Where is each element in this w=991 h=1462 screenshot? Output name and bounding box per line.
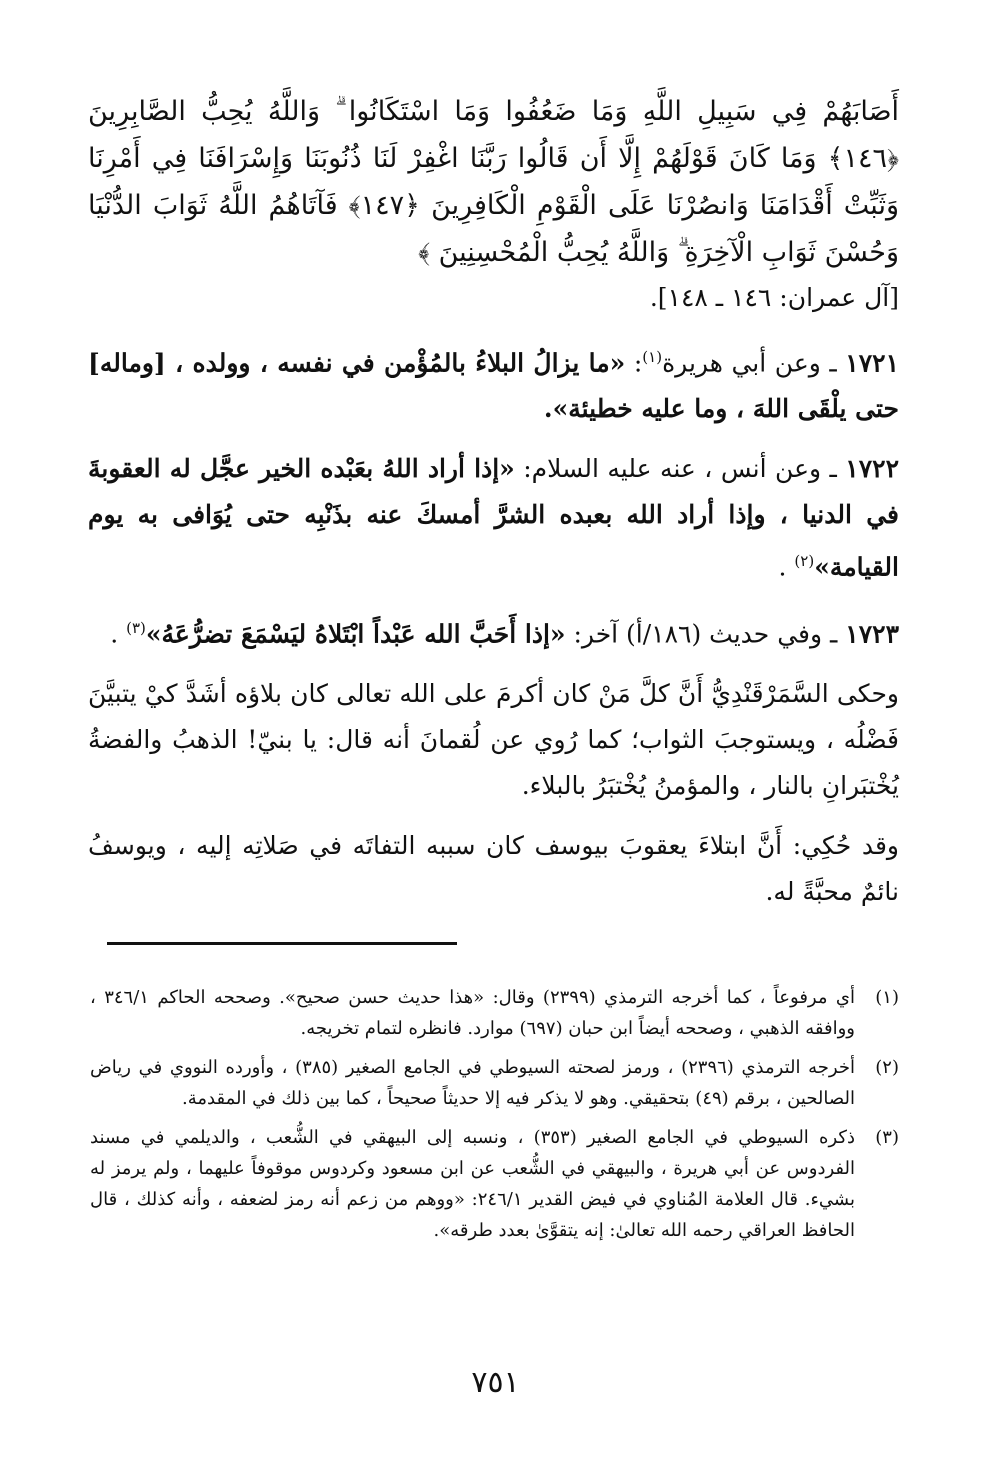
footnote-3 [90, 1122, 899, 1246]
footnote-ref[interactable]: (١) [642, 348, 663, 366]
hadith-text: «إذا أراد اللهُ بعَبْده الخير عجَّل له العقوبةَ في الدنيا ، وإذا أراد الله بعبده الشرَّ أمسكَ عنه بذَنْبِه حتى يُوَافى به يوم القيامة» [88, 454, 899, 582]
page-number: ٧٥١ [471, 1365, 520, 1400]
hadith-text: «إذا أَحَبَّ الله عَبْداً ابْتَلاهُ ليَسْمَعَ تضرُّعَهُ» [145, 618, 566, 648]
hadith-intro: ـ وفي حديث (١٨٦/أ) آخر: [565, 618, 846, 648]
footnote-ref[interactable]: (٢) [794, 552, 815, 571]
prose-paragraph: وقد حُكِي: أَنَّ ابتلاءَ يعقوبَ بيوسف كان سببه التفاتَه في صَلاتِه إليه ، ويوسفُ نائمٌ محبَّةً له. [88, 830, 899, 906]
footnote-divider [107, 942, 457, 945]
quran-reference: [آل عمران: ١٤٦ ـ ١٤٨]. [649, 283, 899, 312]
page-body [88, 88, 899, 915]
hadith-intro: ـ وعن أنس ، عنه عليه السلام: [514, 454, 846, 484]
footnote-text: ذكره السيوطي في الجامع الصغير (٣٥٣) ، ونسبه إلى البيهقي في الشُّعب ، والديلمي في مسند الفردوس عن أبي هريرة ، والبيهقي في الشُّعب عن ابن مسعود وكردوس موقوفاً عليهما ، ولم يرمز له بشيء. قال العلامة المُناوي في فيض القدير ٢٤٦/١: «ووهم من زعم أنه رمز لضعفه ، وأنه كذلك ، قال الحافظ العراقي رحمه الله تعالىٰ: إنه يتقوَّىٰ بعدد طرقه». [90, 1127, 855, 1241]
hadith-1722 [88, 446, 899, 590]
hadith-separator: : [625, 348, 643, 378]
hadith-intro: ـ وعن أبي هريرة [662, 348, 846, 378]
hadith-number: ١٧٢٢ [845, 454, 900, 484]
footnote-text: أخرجه الترمذي (٢٣٩٦) ، ورمز لصحته السيوطي في الجامع الصغير (٣٨٥) ، وأورده النووي في رياض الصالحين ، برقم (٤٩) بتحقيقي. وهو لا يذكر فيه إلا حديثاً صحيحاً ، كما بين ذلك في المقدمة. [90, 1057, 855, 1109]
footnotes [90, 982, 899, 1254]
hadith-1721 [88, 334, 899, 432]
footnote-text: أي مرفوعاً ، كما أخرجه الترمذي (٢٣٩٩) وقال: «هذا حديث حسن صحيح». وصححه الحاكم ٣٤٦/١ ، ووافقه الذهبي ، وصححه أيضاً ابن حبان (٦٩٧) موارد. فانظره لتمام تخريجه. [90, 987, 856, 1039]
footnote-label: (٣) [875, 1127, 899, 1148]
hadith-text: «ما يزالُ البلاءُ بالمُؤْمن في نفسه ، وولده ، [وماله] حتى يلْقَى اللهَ ، وما عليه خطيئة». [88, 348, 899, 424]
hadith-number: ١٧٢٣ [845, 618, 899, 648]
footnote-ref[interactable]: (٣) [126, 618, 146, 637]
footnote-label: (٢) [875, 1057, 899, 1078]
hadith-end: . [110, 618, 127, 648]
footnote-1 [90, 982, 899, 1044]
hadith-1723 [88, 605, 899, 657]
footnote-label: (١) [875, 987, 899, 1008]
hadith-end: . [778, 552, 795, 582]
prose-paragraph: وحكى السَّمَرْقَنْدِيُّ أَنَّ كلَّ مَنْ كان أكرمَ على الله تعالى كان بلاؤه أشَدَّ كيْ يتبيَّنَ فَضْلُه ، ويستوجبَ الثواب؛ كما رُوي عن لُقمانَ أنه قال: يا بنيّ! الذهبُ والفضةُ يُخْتبَرانِ بالنار ، والمؤمنُ يُخْتبَرُ بالبلاء. [88, 678, 899, 800]
quran-verse: أَصَابَهُمْ فِي سَبِيلِ اللَّهِ وَمَا ضَعُفُوا وَمَا اسْتَكَانُوا ۗ وَاللَّهُ يُحِبُّ الصَّابِرِينَ ﴿١٤٦﴾ وَمَا كَانَ قَوْلَهُمْ إِلَّا أَن قَالُوا رَبَّنَا اغْفِرْ لَنَا ذُنُوبَنَا وَإِسْرَافَنَا فِي أَمْرِنَا وَثَبِّتْ أَقْدَامَنَا وَانصُرْنَا عَلَى الْقَوْمِ الْكَافِرِينَ ﴿١٤٧﴾ فَآتَاهُمُ اللَّهُ ثَوَابَ الدُّنْيَا وَحُسْنَ ثَوَابِ الْآخِرَةِ ۗ وَاللَّهُ يُحِبُّ الْمُحْسِنِينَ ﴾ [88, 96, 900, 268]
footnote-2 [90, 1052, 899, 1114]
hadith-number: ١٧٢١ [845, 348, 900, 378]
